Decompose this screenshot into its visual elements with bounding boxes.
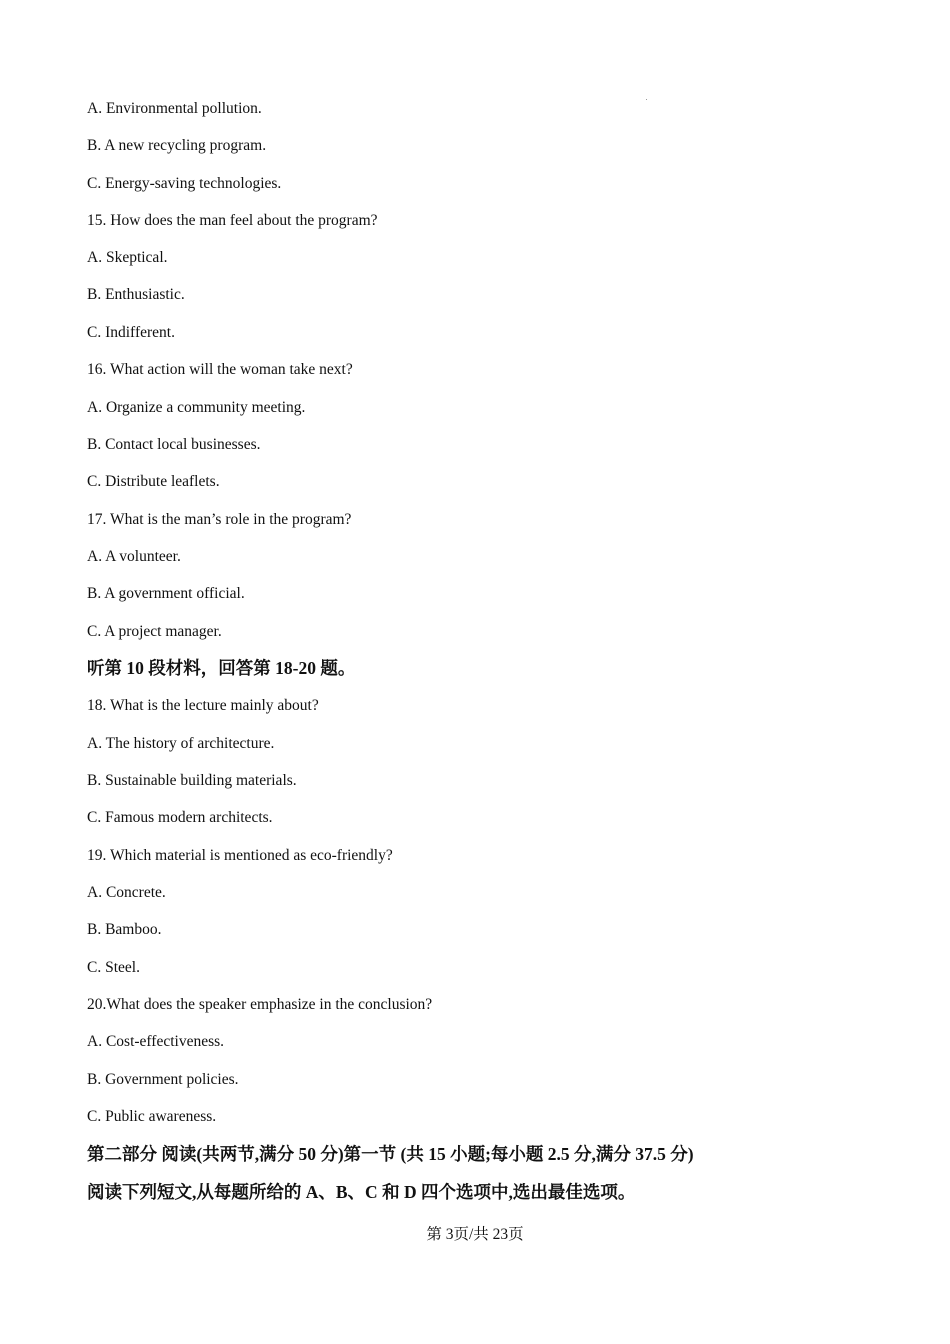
option-14c: C. Energy-saving technologies.	[87, 175, 282, 192]
reading-instructions: 阅读下列短文,从每题所给的 A、B、C 和 D 四个选项中,选出最佳选项。	[87, 1182, 636, 1202]
question-16: 16. What action will the woman take next?	[87, 361, 353, 378]
question-15: 15. How does the man feel about the program?	[87, 212, 378, 229]
option-20b: B. Government policies.	[87, 1071, 239, 1088]
option-19a: A. Concrete.	[87, 884, 166, 901]
scan-speck	[646, 99, 647, 100]
option-15c: C. Indifferent.	[87, 324, 175, 341]
page-footer: 第 3页/共 23页	[426, 1226, 524, 1243]
option-20c: C. Public awareness.	[87, 1108, 217, 1125]
question-17: 17. What is the man’s role in the program?	[87, 511, 352, 528]
option-17a: A. A volunteer.	[87, 548, 181, 565]
section-heading-passage-10: 听第 10 段材料，回答第 18-20 题。	[87, 658, 356, 678]
option-14b: B. A new recycling program.	[87, 137, 267, 154]
part-two-heading: 第二部分 阅读(共两节,满分 50 分)第一节 (共 15 小题;每小题 2.5 分,满分 37.5 分)	[87, 1144, 694, 1164]
option-18a: A. The history of architecture.	[87, 735, 275, 752]
option-18c: C. Famous modern architects.	[87, 809, 273, 826]
question-18: 18. What is the lecture mainly about?	[87, 697, 319, 714]
question-19: 19. Which material is mentioned as eco-friendly?	[87, 847, 393, 864]
option-16c: C. Distribute leaflets.	[87, 473, 220, 490]
option-17b: B. A government official.	[87, 585, 245, 602]
question-20: 20.What does the speaker emphasize in the conclusion?	[87, 996, 433, 1013]
option-18b: B. Sustainable building materials.	[87, 772, 297, 789]
option-14a: A. Environmental pollution.	[87, 100, 262, 117]
option-15b: B. Enthusiastic.	[87, 286, 185, 303]
option-19b: B. Bamboo.	[87, 921, 162, 938]
option-15a: A. Skeptical.	[87, 249, 168, 266]
option-19c: C. Steel.	[87, 959, 140, 976]
option-16a: A. Organize a community meeting.	[87, 399, 306, 416]
option-16b: B. Contact local businesses.	[87, 436, 261, 453]
option-20a: A. Cost-effectiveness.	[87, 1033, 225, 1050]
option-17c: C. A project manager.	[87, 623, 222, 640]
